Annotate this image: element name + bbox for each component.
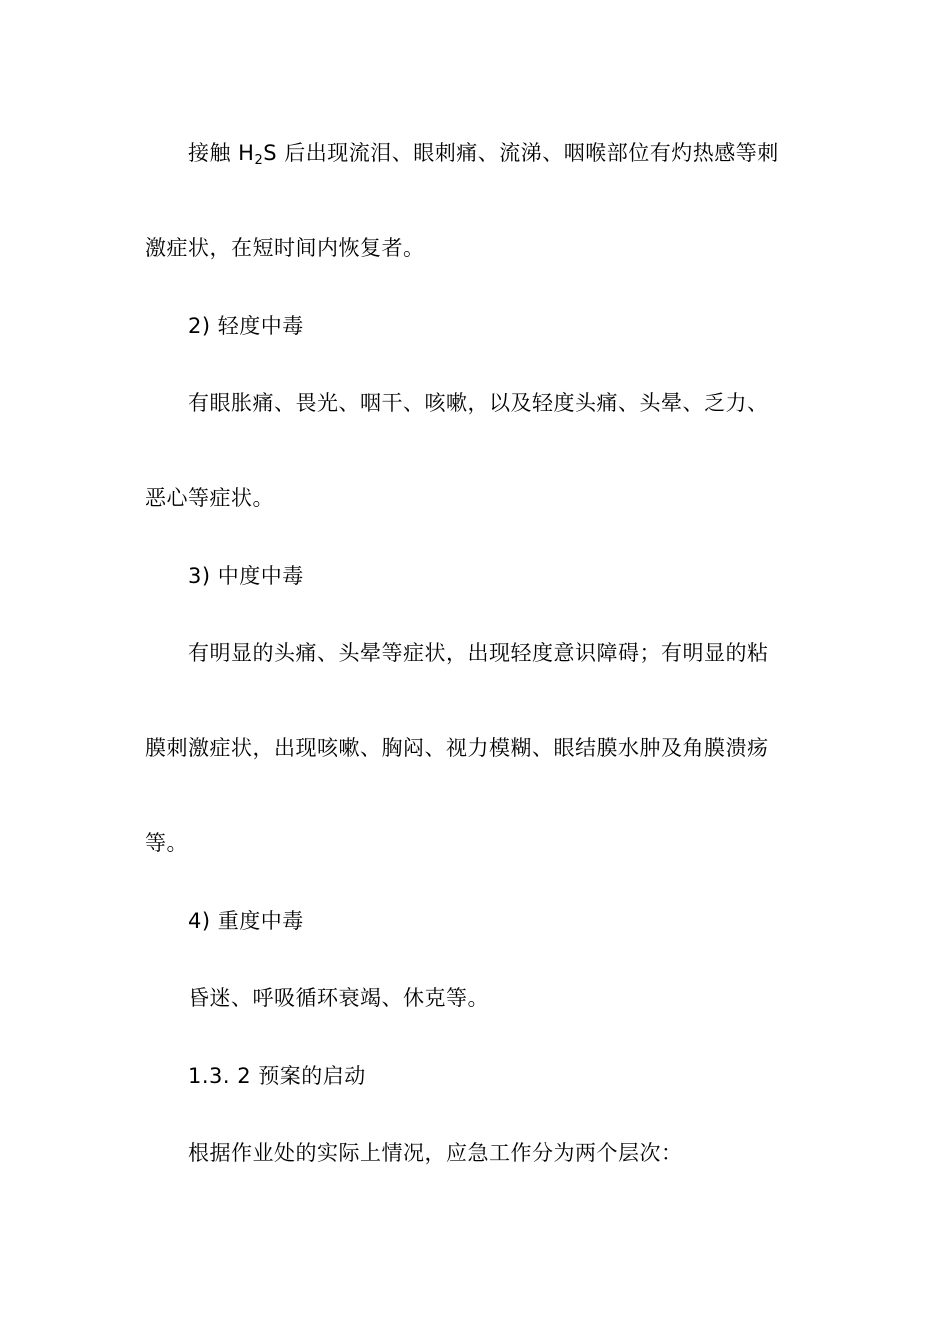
paragraph-4-line-1: 昏迷、呼吸循环衰竭、休克等。 — [188, 986, 489, 1010]
paragraph-3-line-1: 有明显的头痛、头晕等症状，出现轻度意识障碍；有明显的粘 — [188, 641, 769, 665]
paragraph-1-text-a: 接触 H — [188, 141, 255, 165]
paragraph-1-text-b: S 后出现流泪、眼刺痛、流涕、咽喉部位有灼热感等刺 — [263, 141, 779, 165]
paragraph-5-line-1: 根据作业处的实际上情况，应急工作分为两个层次： — [188, 1141, 683, 1165]
heading-moderate-poisoning: 3) 中度中毒 — [188, 564, 304, 588]
paragraph-3-line-2: 膜刺激症状，出现咳嗽、胸闷、视力模糊、眼结膜水肿及角膜溃疡 — [145, 736, 769, 760]
paragraph-1-line-2: 激症状，在短时间内恢复者。 — [145, 236, 425, 260]
heading-mild-poisoning: 2) 轻度中毒 — [188, 314, 304, 338]
paragraph-2-line-1: 有眼胀痛、畏光、咽干、咳嗽，以及轻度头痛、头晕、乏力、 — [188, 391, 769, 415]
heading-severe-poisoning: 4) 重度中毒 — [188, 909, 304, 933]
paragraph-1-line-1 — [188, 138, 848, 168]
paragraph-2-line-2: 恶心等症状。 — [145, 486, 274, 510]
h2s-subscript: 2 — [254, 153, 264, 168]
paragraph-3-line-3: 等。 — [145, 831, 188, 855]
section-heading-plan-activation: 1.3. 2 预案的启动 — [188, 1064, 366, 1088]
